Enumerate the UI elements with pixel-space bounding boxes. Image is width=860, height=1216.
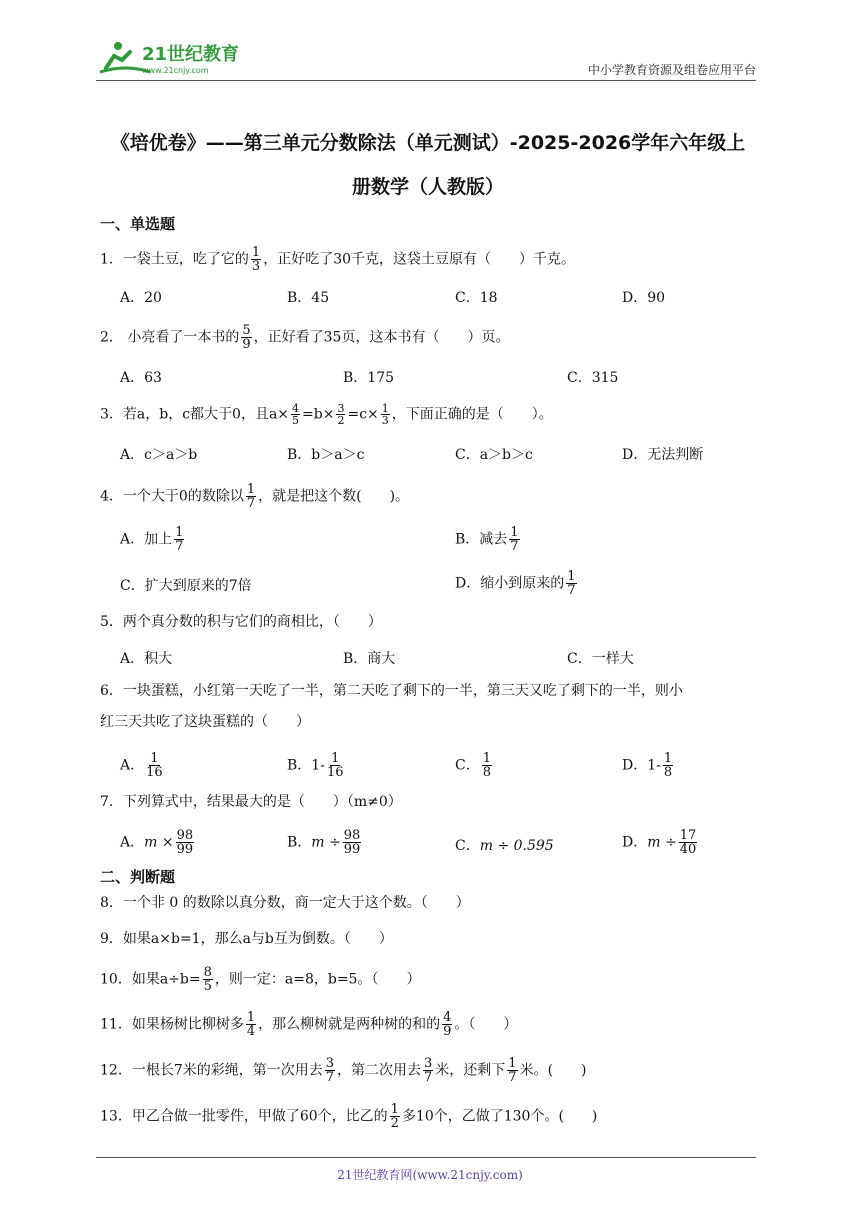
fraction: $\frac{1}{3}$: [251, 245, 261, 274]
option-a: A． $\frac{1}{16}$: [120, 751, 163, 780]
fraction: $\frac{1}{7}$: [175, 525, 184, 554]
option-a: A．加上 $\frac{1}{7}$: [120, 525, 184, 554]
option-a: A．20: [120, 290, 162, 306]
option-a: A．积大: [120, 651, 173, 667]
option-b: B．b＞a＞c: [287, 447, 365, 463]
option-b: B．商大: [343, 651, 396, 667]
fraction: $\frac{3}{7}$: [325, 1056, 335, 1085]
header-platform-text: 中小学教育资源及组卷应用平台: [587, 63, 756, 77]
fraction: $\frac{1}{7}$: [246, 482, 256, 511]
fraction: $\frac{1}{2}$: [390, 1102, 399, 1131]
page-title-line1: 《培优卷》——第三单元分数除法（单元测试）-2025-2026学年六年级上: [110, 132, 746, 154]
option-c: C．m ÷ 0.595: [455, 838, 554, 854]
fraction: $\frac{98}{99}$: [343, 828, 361, 857]
option-d: D．90: [622, 290, 666, 306]
fraction: $\frac{1}{7}$: [567, 569, 576, 598]
option-c: C．18: [455, 290, 498, 306]
fraction: $\frac{17}{40}$: [679, 828, 697, 857]
logo-url: www.21cnjy.com: [142, 66, 209, 75]
option-b: B．1- $\frac{1}{16}$: [287, 751, 344, 780]
footer-divider: [96, 1157, 756, 1158]
section-heading-true-false: 二、判断题: [100, 868, 176, 886]
fraction: $\frac{1}{8}$: [482, 751, 491, 780]
option-a: A．63: [120, 370, 162, 386]
option-c: C．扩大到原来的7倍: [120, 578, 252, 594]
site-logo: [96, 38, 256, 78]
fraction: $\frac{1}{16}$: [326, 751, 344, 780]
option-a: A．m × $\frac{98}{99}$: [120, 828, 194, 857]
fraction: $\frac{4}{9}$: [443, 1010, 452, 1039]
fraction: $\frac{1}{3}$: [381, 402, 389, 427]
fraction: $\frac{3}{7}$: [424, 1056, 433, 1085]
question-3: 3．若a，b，c都大于0，且a× $\frac{4}{5}$ =b× $\frac{3}{2}$ =c× $\frac{1}{3}$ ，下面正确的是（ ）。: [100, 402, 553, 427]
fraction: $\frac{5}{9}$: [242, 323, 251, 352]
option-d: D．m ÷ $\frac{17}{40}$: [622, 828, 697, 857]
question-10: 10．如果a÷b= $\frac{8}{5}$ ，则一定：a=8，b=5。（ ）: [100, 965, 421, 994]
question-4: 4．一个大于0的数除以 $\frac{1}{7}$ ，就是把这个数( )。: [100, 482, 410, 511]
question-2: 2． 小亮看了一本书的 $\frac{5}{9}$ ，正好看了35页，这本书有（ ）页。: [100, 323, 510, 352]
option-b: B．175: [343, 370, 395, 386]
fraction: $\frac{1}{16}$: [146, 751, 163, 780]
fraction: $\frac{8}{5}$: [203, 965, 212, 994]
footer-link[interactable]: 21世纪教育网(www.21cnjy.com): [337, 1168, 523, 1182]
option-d: D．1- $\frac{1}{8}$: [622, 751, 673, 780]
question-6-line2: 红三天共吃了这块蛋糕的（ ）: [100, 714, 310, 730]
fraction: $\frac{3}{2}$: [337, 402, 345, 427]
question-6-line1: 6．一块蛋糕，小红第一天吃了一半，第二天吃了剩下的一半，第三天又吃了剩下的一半，则小: [100, 683, 683, 699]
fraction: $\frac{98}{99}$: [176, 828, 194, 857]
question-9: 9．如果a×b=1，那么a与b互为倒数。（ ）: [100, 931, 393, 947]
option-c: C．315: [567, 370, 619, 386]
fraction: $\frac{1}{7}$: [510, 525, 519, 554]
question-13: 13．甲乙合做一批零件，甲做了60个，比乙的 $\frac{1}{2}$ 多10个，乙做了130个。( ): [100, 1102, 598, 1131]
header-divider: [96, 80, 756, 81]
option-c: C．一样大: [567, 651, 634, 667]
question-5: 5．两个真分数的积与它们的商相比，（ ）: [100, 614, 382, 630]
fraction: $\frac{1}{7}$: [508, 1056, 517, 1085]
option-b: B．m ÷ $\frac{98}{99}$: [287, 828, 361, 857]
fraction: $\frac{1}{8}$: [663, 751, 673, 780]
fraction: $\frac{4}{5}$: [292, 402, 300, 427]
page-title-line2: 册数学（人教版）: [351, 176, 504, 198]
option-c: C． $\frac{1}{8}$: [455, 751, 491, 780]
option-b: B．45: [287, 290, 330, 306]
option-a: A．c＞a＞b: [120, 447, 198, 463]
question-12: 12．一根长7米的彩绳，第一次用去 $\frac{3}{7}$ ，第二次用去 $\frac{3}{7}$ 米，还剩下 $\frac{1}{7}$ 米。( ): [100, 1056, 587, 1085]
fraction: $\frac{1}{4}$: [246, 1010, 256, 1039]
option-c: C．a＞b＞c: [455, 447, 533, 463]
option-d: D．无法判断: [622, 447, 704, 463]
question-7: 7．下列算式中，结果最大的是（ ）（m≠0）: [100, 794, 402, 810]
option-d: D．缩小到原来的 $\frac{1}{7}$: [455, 569, 576, 598]
question-1: 1．一袋土豆，吃了它的 $\frac{1}{3}$ ，正好吃了30千克，这袋土豆原有（ ）千克。: [100, 245, 576, 274]
option-b: B．减去 $\frac{1}{7}$: [455, 525, 519, 554]
question-11: 11．如果杨树比柳树多 $\frac{1}{4}$ ，那么柳树就是两种树的和的 $\frac{4}{9}$ 。（ ）: [100, 1010, 518, 1039]
section-heading-single-choice: 一、单选题: [100, 215, 176, 233]
logo-text: 21世纪教育: [142, 44, 240, 65]
question-8: 8．一个非 0 的数除以真分数，商一定大于这个数。（ ）: [100, 895, 470, 911]
